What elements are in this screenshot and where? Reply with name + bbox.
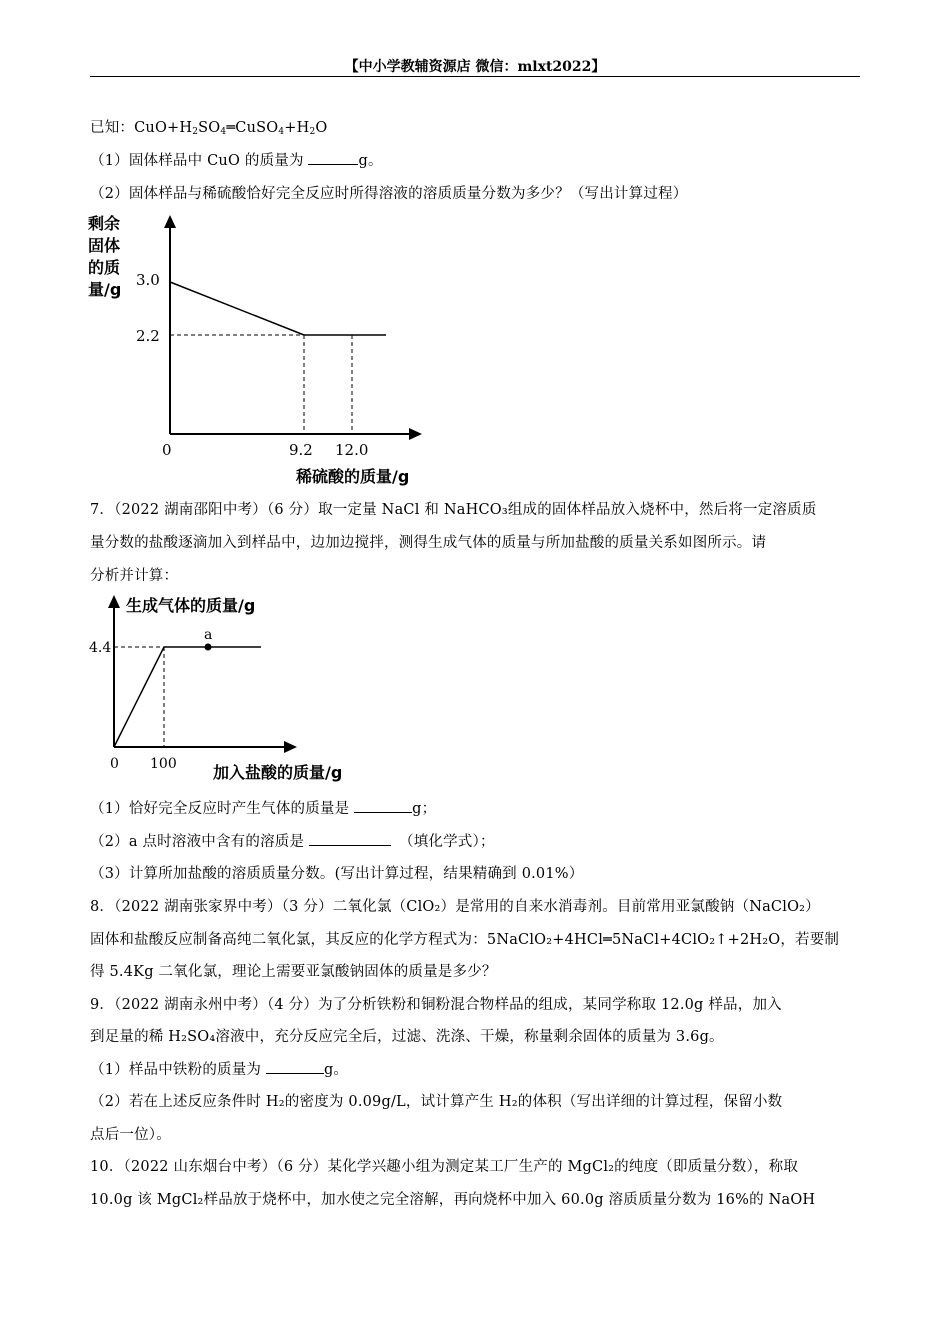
chart2-ylabel: 生成气体的质量/g xyxy=(126,596,256,615)
chart2-x-arrow xyxy=(284,741,297,753)
q9-line2: 到足量的稀 H₂SO₄溶液中，充分反应完全后，过滤、洗涤、干燥，称量剩余固体的质量为 3.6g。 xyxy=(90,1029,724,1045)
q10-line2: 10.0g 该 MgCl₂样品放于烧杯中，加水使之完全溶解，再向烧杯中加入 60.0g 溶质质量分数为 16%的 NaOH xyxy=(90,1192,816,1208)
q7-sub2: （2）a 点时溶液中含有的溶质是 （填化学式）； xyxy=(90,834,495,850)
chart2-xtick-100: 100 xyxy=(150,756,177,772)
chart1-ylabel-line2: 固体 xyxy=(88,236,121,255)
q7-line2: 量分数的盐酸逐滴加入到样品中，边加边搅拌，测得生成气体的质量与所加盐酸的质量关系如图所示。请 xyxy=(90,535,767,551)
chart-remaining-solid xyxy=(88,212,428,487)
answer-blank[interactable] xyxy=(308,152,358,165)
q7-sub3: （3）计算所加盐酸的溶质质量分数。(写出计算过程，结果精确到 0.01%） xyxy=(90,866,584,882)
q10-line1: 10．（2022 山东烟台中考）（6 分）某化学兴趣小组为测定某工厂生产的 MgCl₂的纯度（即质量分数），称取 xyxy=(90,1159,799,1175)
q9-line1: 9．（2022 湖南永州中考）（4 分）为了分析铁粉和铜粉混合物样品的组成，某同学称取 12.0g 样品，加入 xyxy=(90,997,782,1013)
chart2-point-label: a xyxy=(204,627,213,643)
known-equation: 已知：$CuO+H_2SO_4═CuSO_4+H_2O$ xyxy=(90,120,328,137)
q7-sub1: （1）恰好完全反应时产生气体的质量是 g； xyxy=(90,801,437,817)
page-header: 【中小学教辅资源店 微信：mlxt2022】 xyxy=(344,59,606,75)
chart2-point-a xyxy=(205,644,212,651)
chart2-ytick-4.4: 4.4 xyxy=(89,640,112,656)
chart2-xlabel: 加入盐酸的质量/g xyxy=(213,763,343,782)
chart1-x-arrow xyxy=(409,428,422,440)
q6-sub1: （1）固体样品中 CuO 的质量为 g。 xyxy=(90,153,383,169)
chart1-xlabel: 稀硫酸的质量/g xyxy=(296,467,410,486)
q9-sub2: （2）若在上述反应条件时 H₂的密度为 0.09g/L，试计算产生 H₂的体积（写出详细的计算过程，保留小数 xyxy=(90,1094,783,1110)
q8-line1: 8．（2022 湖南张家界中考）（3 分）二氧化氯（ClO₂）是常用的自来水消毒剂。目前常用亚氯酸钠（NaClO₂） xyxy=(90,899,820,915)
q6-sub2: （2）固体样品与稀硫酸恰好完全反应时所得溶液的溶质质量分数为多少？（写出计算过程） xyxy=(90,186,688,202)
chart1-ylabel-line4: 量/g xyxy=(88,280,122,299)
answer-blank[interactable] xyxy=(309,833,391,846)
chart2-rise-line xyxy=(114,647,164,747)
chart1-xtick-9.2: 9.2 xyxy=(289,441,313,459)
q9-sub2-cont: 点后一位）。 xyxy=(90,1127,171,1143)
q9-sub1: （1）样品中铁粉的质量为 g。 xyxy=(90,1062,349,1078)
chart1-ylabel-line1: 剩余 xyxy=(88,214,121,233)
answer-blank[interactable] xyxy=(354,800,412,813)
chart2-y-arrow xyxy=(108,595,120,608)
chart1-decline-line xyxy=(170,282,304,335)
chart1-ylabel-line3: 的质 xyxy=(88,258,121,277)
q7-line1: 7．（2022 湖南邵阳中考）（6 分）取一定量 NaCl 和 NaHCO₃组成的固体样品放入烧杯中，然后将一定溶质质 xyxy=(90,502,817,518)
header-rule xyxy=(90,76,860,77)
q8-line2: 固体和盐酸反应制备高纯二氧化氯，其反应的化学方程式为：5NaClO₂+4HCl═5NaCl+4ClO₂↑+2H₂O，若要制 xyxy=(90,932,840,948)
chart1-xtick-12.0: 12.0 xyxy=(335,441,369,459)
chart2-origin: 0 xyxy=(110,756,119,772)
chart1-origin: 0 xyxy=(162,441,172,459)
q7-line3: 分析并计算： xyxy=(90,568,179,584)
chart-gas-mass xyxy=(88,590,388,790)
chart1-ytick-3.0: 3.0 xyxy=(136,271,160,289)
chart1-y-arrow xyxy=(164,215,176,228)
q8-line3: 得 5.4Kg 二氧化氯，理论上需要亚氯酸钠固体的质量是多少？ xyxy=(90,964,497,980)
answer-blank[interactable] xyxy=(266,1061,324,1074)
chart1-ytick-2.2: 2.2 xyxy=(136,327,160,345)
